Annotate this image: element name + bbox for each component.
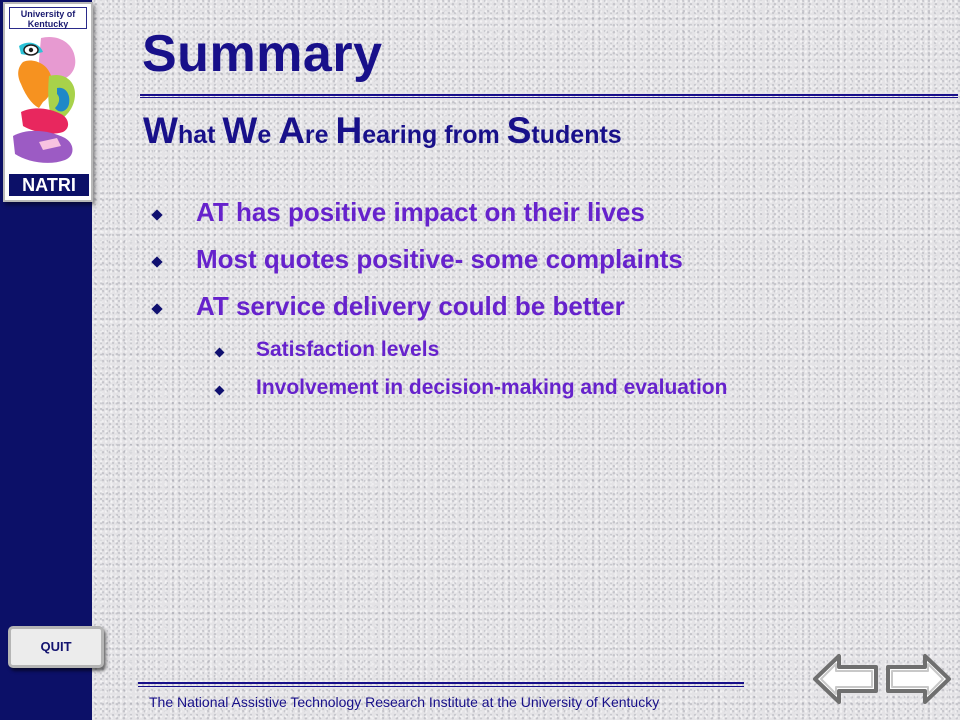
- subtitle-capital: S: [506, 110, 532, 151]
- diamond-bullet-icon: [215, 348, 225, 358]
- forward-arrow-icon[interactable]: [884, 652, 952, 706]
- subtitle-capital: H: [335, 110, 363, 151]
- natri-logo: [3, 2, 93, 202]
- diamond-bullet-icon: [151, 256, 162, 267]
- subtitle-capital: A: [278, 110, 305, 151]
- diamond-bullet-icon: [151, 209, 162, 220]
- bullet-text: Satisfaction levels: [256, 338, 440, 361]
- sub-bullet-item: [150, 376, 940, 414]
- bullet-text: Most quotes positive- some complaints: [196, 244, 683, 274]
- bullet-list: [150, 197, 940, 414]
- subtitle-text: earing from: [362, 121, 507, 149]
- subtitle-text: re: [304, 121, 336, 149]
- quit-button[interactable]: QUIT: [8, 626, 104, 668]
- subtitle-text: e: [257, 121, 279, 149]
- footer-text: The National Assistive Technology Research Institute at the University of Kentucky: [149, 694, 660, 710]
- subtitle-capital: W: [222, 110, 258, 151]
- bullet-text: AT has positive impact on their lives: [196, 197, 645, 227]
- page-subtitle: [143, 110, 622, 152]
- subtitle-text: hat: [177, 121, 223, 149]
- senses-illustration-icon: [9, 32, 89, 172]
- diamond-bullet-icon: [215, 386, 225, 396]
- bullet-text: AT service delivery could be better: [196, 291, 625, 321]
- footer-divider: [138, 682, 744, 687]
- bullet-item: [150, 244, 940, 291]
- page-title: Summary: [142, 25, 383, 83]
- subtitle-capital: W: [143, 110, 178, 151]
- logo-university-label: University of Kentucky: [9, 7, 87, 29]
- diamond-bullet-icon: [151, 303, 162, 314]
- title-divider: [140, 94, 958, 98]
- sub-bullet-item: [150, 338, 940, 376]
- subtitle-text: tudents: [531, 121, 622, 149]
- bullet-text: Involvement in decision-making and evaluation: [256, 376, 728, 399]
- bullet-item: [150, 291, 940, 338]
- logo-natri-label: NATRI: [9, 174, 89, 196]
- bullet-item: [150, 197, 940, 244]
- back-arrow-icon[interactable]: [812, 652, 880, 706]
